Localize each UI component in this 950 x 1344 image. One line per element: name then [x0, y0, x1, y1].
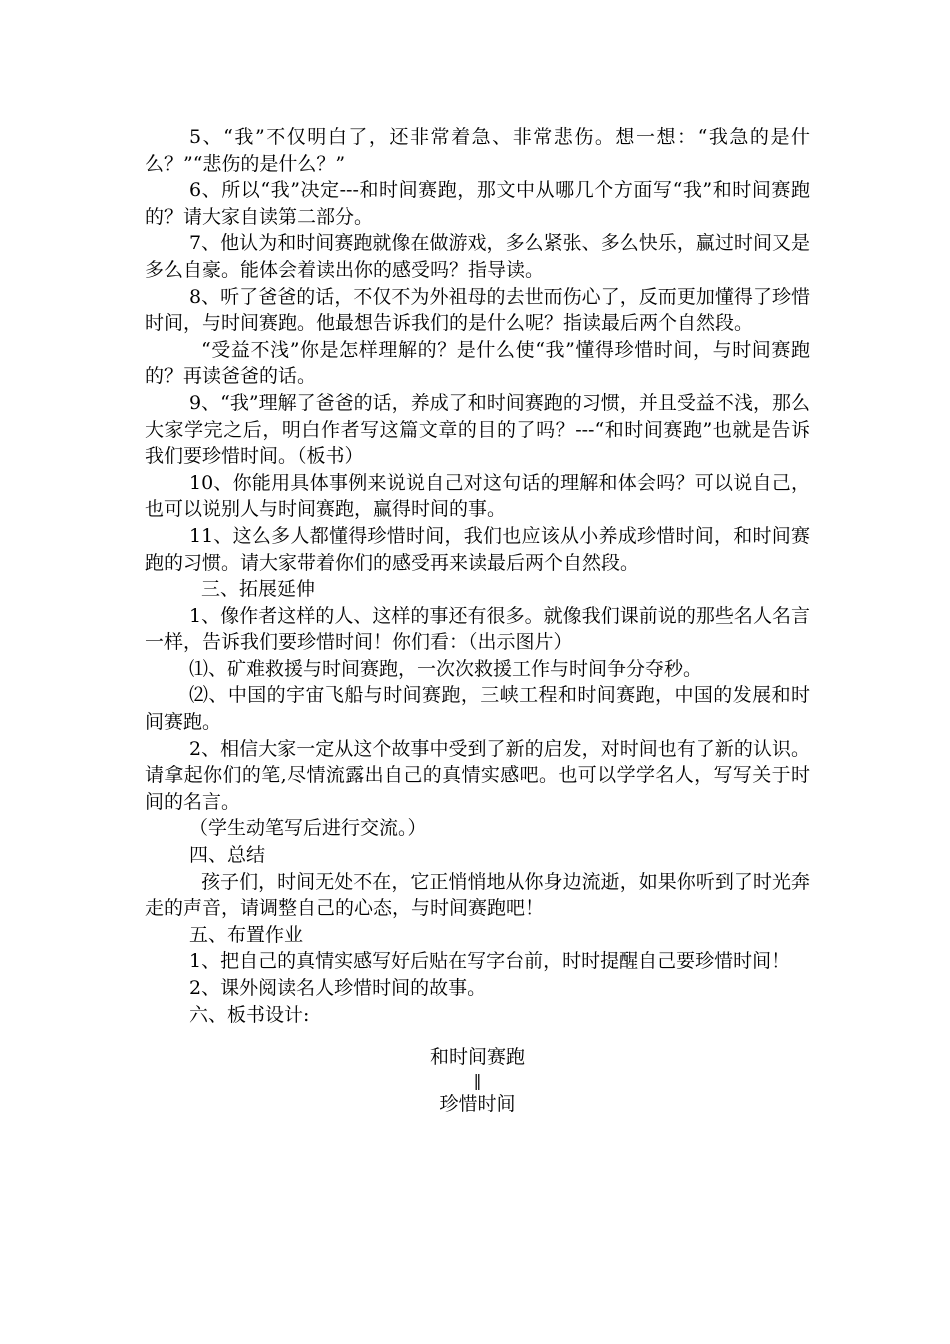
board-title: 和时间赛跑	[429, 1046, 525, 1068]
section-heading-summary: 四、总结	[189, 844, 266, 867]
paragraph-item-10: 10、你能用具体事例来说说自己对这句话的理解和体会吗？可以说自己，也可以说别人与时间赛跑，赢得时间的事。	[145, 471, 810, 521]
paragraph-extension-1-b: ⑵、中国的宇宙飞船与时间赛跑，三峡工程和时间赛跑，中国的发展和时间赛跑。	[145, 684, 810, 734]
paragraph-extension-1-a: ⑴、矿难救援与时间赛跑，一次次救援工作与时间争分夺秒。	[189, 657, 703, 680]
paragraph-extension-1: 1、像作者这样的人、这样的事还有很多。就像我们课前说的那些名人名言一样，告诉我们要珍惜时间！你们看：（出示图片）	[145, 604, 810, 654]
paragraph-item-6: 6、所以“我”决定---和时间赛跑，那文中从哪几个方面写“我”和时间赛跑的？请大家自读第二部分。	[145, 179, 810, 228]
paragraph-item-11: 11、这么多人都懂得珍惜时间，我们也应该从小养成珍惜时间，和时间赛跑的习惯。请大家带着你们的感受再来读最后两个自然段。	[145, 524, 810, 574]
board-design	[145, 1044, 810, 1117]
paragraph-homework-2: 2、课外阅读名人珍惜时间的故事。	[189, 977, 487, 999]
paragraph-summary: 孩子们，时间无处不在，它正悄悄地从你身边流逝，如果你听到了时光奔走的声音，请调整自己的心态，与时间赛跑吧！	[145, 870, 810, 920]
paragraph-item-5: 5、“我”不仅明白了，还非常着急、非常悲伤。想一想：“我急的是什么？”“悲伤的是什么？”	[145, 126, 810, 175]
board-separator: ‖	[473, 1070, 482, 1090]
paragraph-student-exchange: （学生动笔写后进行交流。）	[189, 817, 427, 840]
paragraph-item-9: 9、“我”理解了爸爸的话，养成了和时间赛跑的习惯，并且受益不浅，那么大家学完之后，明白作者写这篇文章的目的了吗？---“和时间赛跑”也就是告诉我们要珍惜时间。（板书）	[145, 391, 810, 468]
paragraph-item-7: 7、他认为和时间赛跑就像在做游戏，多么紧张、多么快乐，赢过时间又是多么自豪。能体会着读出你的感受吗？指导读。	[145, 232, 810, 281]
paragraph-shouyi: “受益不浅”你是怎样理解的？是什么使“我”懂得珍惜时间，与时间赛跑的？再读爸爸的话。	[145, 338, 810, 388]
board-subtitle: 珍惜时间	[439, 1092, 516, 1115]
paragraph-item-8: 8、听了爸爸的话，不仅不为外祖母的去世而伤心了，反而更加懂得了珍惜时间，与时间赛跑。他最想告诉我们的是什么呢？指读最后两个自然段。	[145, 285, 810, 335]
section-heading-homework: 五、布置作业	[189, 923, 304, 946]
section-heading-extension: 三、拓展延伸	[201, 578, 316, 601]
section-heading-board-design: 六、板书设计:	[189, 1003, 310, 1026]
document-body	[145, 124, 810, 1028]
paragraph-homework-1: 1、把自己的真情实感写好后贴在写字台前，时时提醒自己要珍惜时间！	[189, 950, 791, 973]
paragraph-extension-2: 2、相信大家一定从这个故事中受到了新的启发，对时间也有了新的认识。请拿起你们的笔,尽情流露出自己的真情实感吧。也可以学学名人，写写关于时间的名言。	[145, 737, 810, 813]
